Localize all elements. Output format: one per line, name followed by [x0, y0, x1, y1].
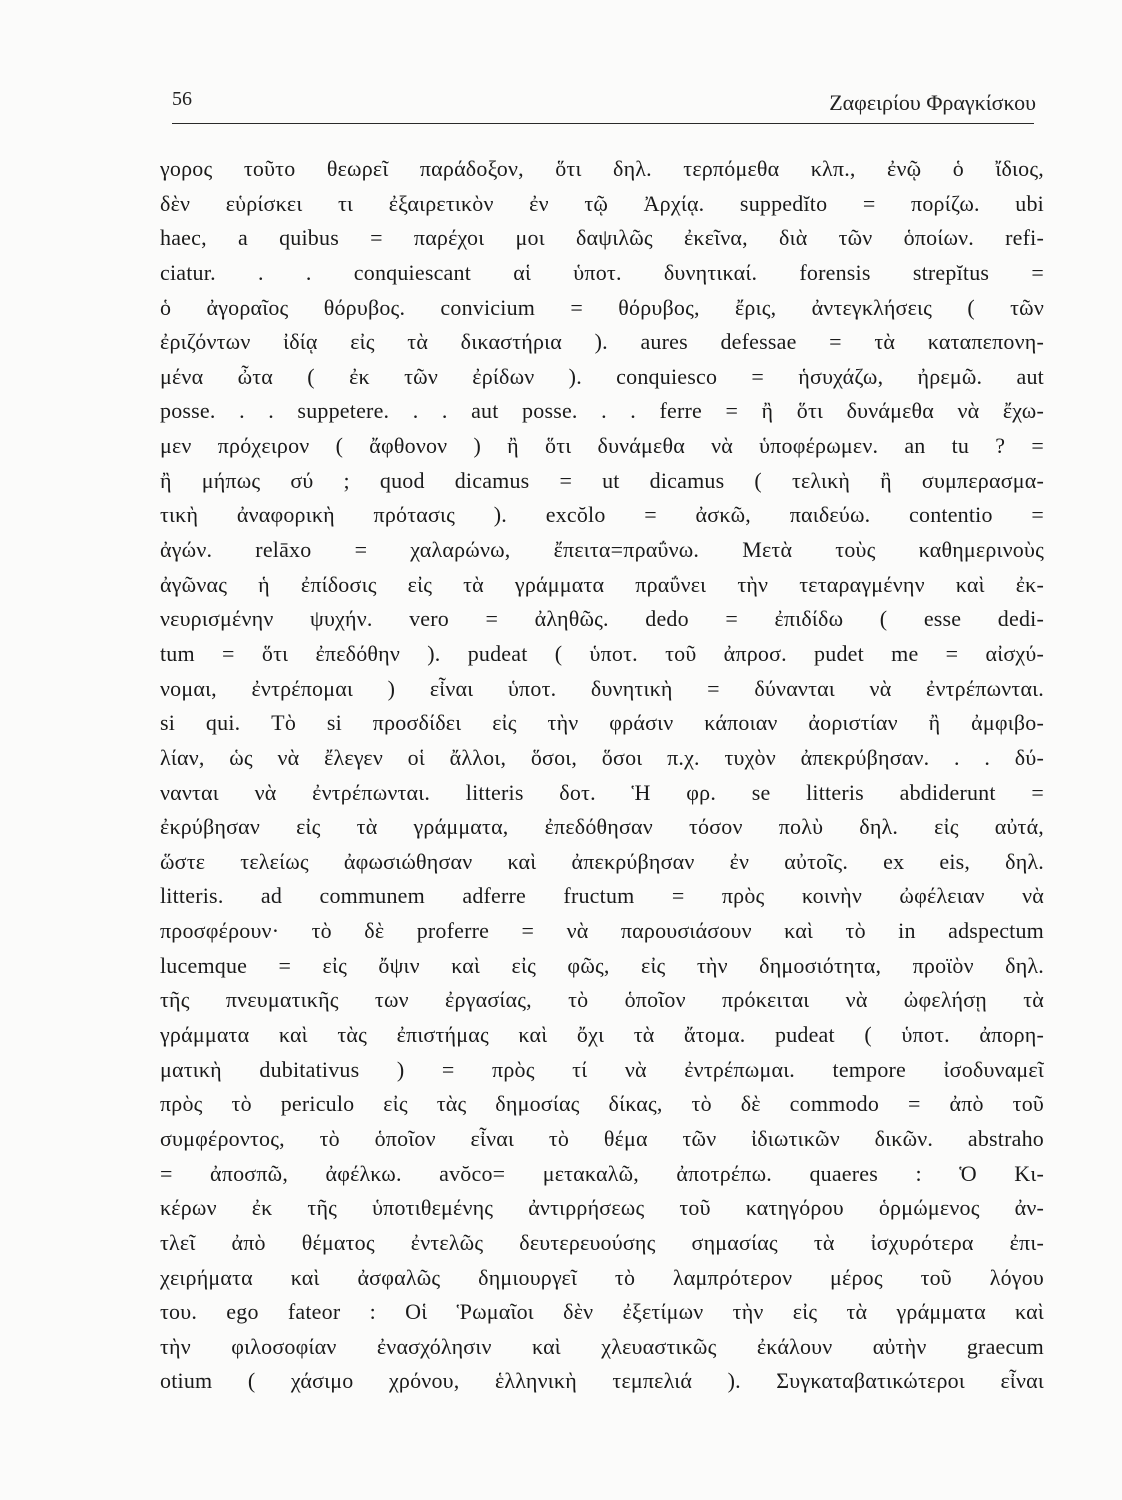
text-line: ἀγών. relāxo = χαλαρώνω, ἔπειτα=πραΰνω. Μετὰ τοὺς καθημερινοὺς: [160, 537, 1044, 563]
text-line: γορος τοῦτο θεωρεῖ παράδοξον, ὅτι δηλ. τερπόμεθα κλπ., ἐνῷ ὁ ἴδιος,: [160, 156, 1044, 181]
text-line: τὴν φιλοσοφίαν ἐνασχόλησιν καὶ χλευαστικῶς ἐκάλουν αὐτὴν graecum: [160, 1333, 1044, 1359]
text-line: ματικὴ dubitativus ) = πρὸς τί νὰ ἐντρέπωμαι. tempore ἰσοδυναμεῖ: [160, 1056, 1044, 1082]
page-number: 56: [172, 88, 192, 110]
text-line: προσφέρουν· τὸ δὲ proferre = νὰ παρουσιάσουν καὶ τὸ in adspectum: [160, 918, 1044, 944]
text-line: λίαν, ὡς νὰ ἔλεγεν οἱ ἄλλοι, ὅσοι, ὅσοι π.χ. τυχὸν ἀπεκρύβησαν. . . δύ-: [160, 744, 1044, 770]
text-line: συμφέροντος, τὸ ὁποῖον εἶναι τὸ θέμα τῶν ἰδιωτικῶν δικῶν. abstraho: [160, 1125, 1044, 1151]
text-line: ἢ μήπως σύ ; quod dicamus = ut dicamus ( τελικὴ ἢ συμπερασμα-: [160, 467, 1044, 493]
text-line: litteris. ad communem adferre fructum = πρὸς κοινὴν ὠφέλειαν νὰ: [160, 883, 1044, 909]
text-line: δὲν εὑρίσκει τι ἐξαιρετικὸν ἐν τῷ Ἀρχίᾳ. suppedĭto = πορίζω. ubi: [160, 190, 1044, 216]
text-line: posse. . . suppetere. . . aut posse. . . ferre = ἢ ὅτι δυνάμεθα νὰ ἔχω-: [160, 398, 1044, 424]
text-line: ἀγῶνας ἡ ἐπίδοσις εἰς τὰ γράμματα πραΰνει τὴν τεταραγμένην καὶ ἐκ-: [160, 571, 1044, 597]
text-line: πρὸς τὸ periculo εἰς τὰς δημοσίας δίκας, τὸ δὲ commodo = ἀπὸ τοῦ: [160, 1091, 1044, 1117]
text-line: μεν πρόχειρον ( ἄφθονον ) ἢ ὅτι δυνάμεθα νὰ ὑποφέρωμεν. an tu ? =: [160, 433, 1044, 459]
text-line: τῆς πνευματικῆς των ἐργασίας, τὸ ὁποῖον πρόκειται νὰ ὠφελήσῃ τὰ: [160, 987, 1044, 1013]
text-line: ciatur. . . conquiescant αἱ ὑποτ. δυνητικαί. forensis strepĭtus =: [160, 259, 1044, 285]
running-head-title: Ζαφειρίου Φραγκίσκου: [829, 90, 1036, 115]
text-line: τλεῖ ἀπὸ θέματος ἐντελῶς δευτερευούσης σημασίας τὰ ἰσχυρότερα ἐπι-: [160, 1229, 1044, 1255]
text-line: tum = ὅτι ἐπεδόθην ). pudeat ( ὑποτ. τοῦ ἀπροσ. pudet me = αἰσχύ-: [160, 640, 1044, 666]
text-line: τικὴ ἀναφορικὴ πρότασις ). excŏlo = ἀσκῶ, παιδεύω. contentio =: [160, 502, 1044, 528]
text-line: = ἀποσπῶ, ἀφέλκω. avŏco= μετακαλῶ, ἀποτρέπω. quaeres : Ὁ Κι-: [160, 1160, 1044, 1186]
text-line: lucemque = εἰς ὄψιν καὶ εἰς φῶς, εἰς τὴν δημοσιότητα, προϊὸν δηλ.: [160, 952, 1044, 978]
text-line: otium ( χάσιμο χρόνου, ἑλληνικὴ τεμπελιά ). Συγκαταβατικώτεροι εἶναι: [160, 1368, 1044, 1394]
text-line: νανται νὰ ἐντρέπωνται. litteris δοτ. Ἡ φρ. se litteris abdiderunt =: [160, 779, 1044, 805]
text-line: haec, a quibus = παρέχοι μοι δαψιλῶς ἐκεῖνα, διὰ τῶν ὁποίων. refi-: [160, 225, 1044, 251]
text-line: του. ego fateor : Οἱ Ῥωμαῖοι δὲν ἐξετίμων τὴν εἰς τὰ γράμματα καὶ: [160, 1299, 1044, 1325]
text-line: νομαι, ἐντρέπομαι ) εἶναι ὑποτ. δυνητικὴ = δύνανται νὰ ἐντρέπωνται.: [160, 675, 1044, 701]
text-line: χειρήματα καὶ ἀσφαλῶς δημιουργεῖ τὸ λαμπρότερον μέρος τοῦ λόγου: [160, 1264, 1044, 1290]
text-line: γράμματα καὶ τὰς ἐπιστήμας καὶ ὄχι τὰ ἄτομα. pudeat ( ὑποτ. ἀπορη-: [160, 1022, 1044, 1048]
text-line: μένα ὦτα ( ἐκ τῶν ἐρίδων ). conquiesco = ἡσυχάζω, ἠρεμῶ. aut: [160, 363, 1044, 389]
text-line: ὁ ἀγοραῖος θόρυβος. convicium = θόρυβος, ἔρις, ἀντεγκλήσεις ( τῶν: [160, 294, 1044, 320]
header-rule: [172, 123, 1034, 124]
text-line: νευρισμένην ψυχήν. vero = ἀληθῶς. dedo = ἐπιδίδω ( esse dedi-: [160, 606, 1044, 632]
text-line: κέρων ἐκ τῆς ὑποτιθεμένης ἀντιρρήσεως τοῦ κατηγόρου ὁρμώμενος ἀν-: [160, 1195, 1044, 1221]
text-line: ὥστε τελείως ἀφωσιώθησαν καὶ ἀπεκρύβησαν ἐν αὐτοῖς. ex eis, δηλ.: [160, 848, 1044, 874]
text-line: ἐκρύβησαν εἰς τὰ γράμματα, ἐπεδόθησαν τόσον πολὺ δηλ. εἰς αὐτά,: [160, 814, 1044, 840]
text-line: si qui. Τὸ si προσδίδει εἰς τὴν φράσιν κάποιαν ἀοριστίαν ἢ ἀμφιβο-: [160, 710, 1044, 736]
body-text: [160, 152, 1044, 1399]
text-line: ἐριζόντων ἰδίᾳ εἰς τὰ δικαστήρια ). aures defessae = τὰ καταπεπονη-: [160, 329, 1044, 355]
